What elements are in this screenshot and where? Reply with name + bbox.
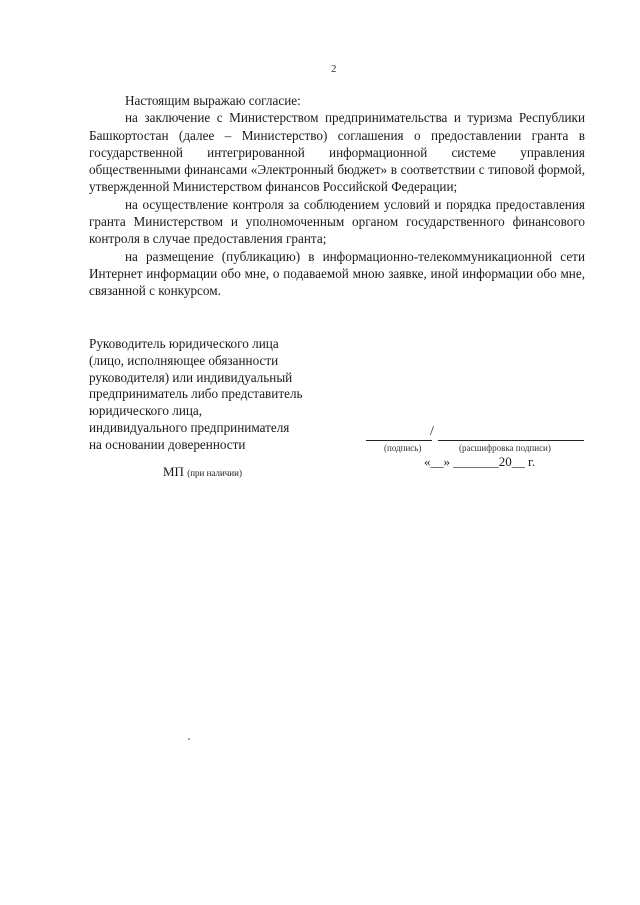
- consent-block: [89, 92, 585, 300]
- consent-item-agreement: на заключение с Министерством предпринимательства и туризма Республики Башкортостан (далее – Министерство) соглашения о предоставлении гранта в государственной интегрированной информационной системе управления общественными финансами «Электронный бюджет» в соответствии с типовой формой, утвержденной Министерством финансов Российской Федерации;: [89, 110, 585, 195]
- consent-item-publication: на размещение (публикацию) в информационно-телекоммуникационной сети Интернет информации обо мне, о подаваемой мною заявке, иной информации обо мне, связанной с конкурсом.: [89, 248, 585, 299]
- date-line: «__» _______20__ г.: [424, 454, 536, 469]
- signatory-title: [89, 336, 349, 454]
- signature-decode-caption: (расшифровка подписи): [459, 443, 551, 453]
- signatory-line: руководителя) или индивидуальный: [89, 369, 293, 385]
- stamp-label: МП: [163, 464, 184, 479]
- page-number: 2: [331, 63, 337, 75]
- signature-decode-line: [438, 440, 584, 441]
- consent-item-control: на осуществление контроля за соблюдением условий и порядка предоставления гранта Министерством и уполномоченным органом государственного финансового контроля в случае предоставления гранта;: [89, 196, 585, 247]
- signature-caption: (подпись): [384, 443, 422, 453]
- signatory-line: Руководитель юридического лица: [89, 336, 279, 351]
- scan-speck: [188, 738, 190, 740]
- signature-line: [366, 440, 432, 441]
- signatory-line: (лицо, исполняющее обязанности: [89, 352, 279, 368]
- signature-separator: /: [430, 424, 434, 439]
- stamp-note: (при наличии): [187, 468, 242, 478]
- stamp-placeholder: [163, 464, 242, 480]
- signatory-line: на основании доверенности: [89, 436, 246, 452]
- consent-intro: Настоящим выражаю согласие:: [125, 93, 301, 108]
- signatory-line: индивидуального предпринимателя: [89, 419, 290, 435]
- signatory-line: юридического лица,: [89, 403, 203, 419]
- signatory-line: предприниматель либо представитель: [89, 386, 303, 402]
